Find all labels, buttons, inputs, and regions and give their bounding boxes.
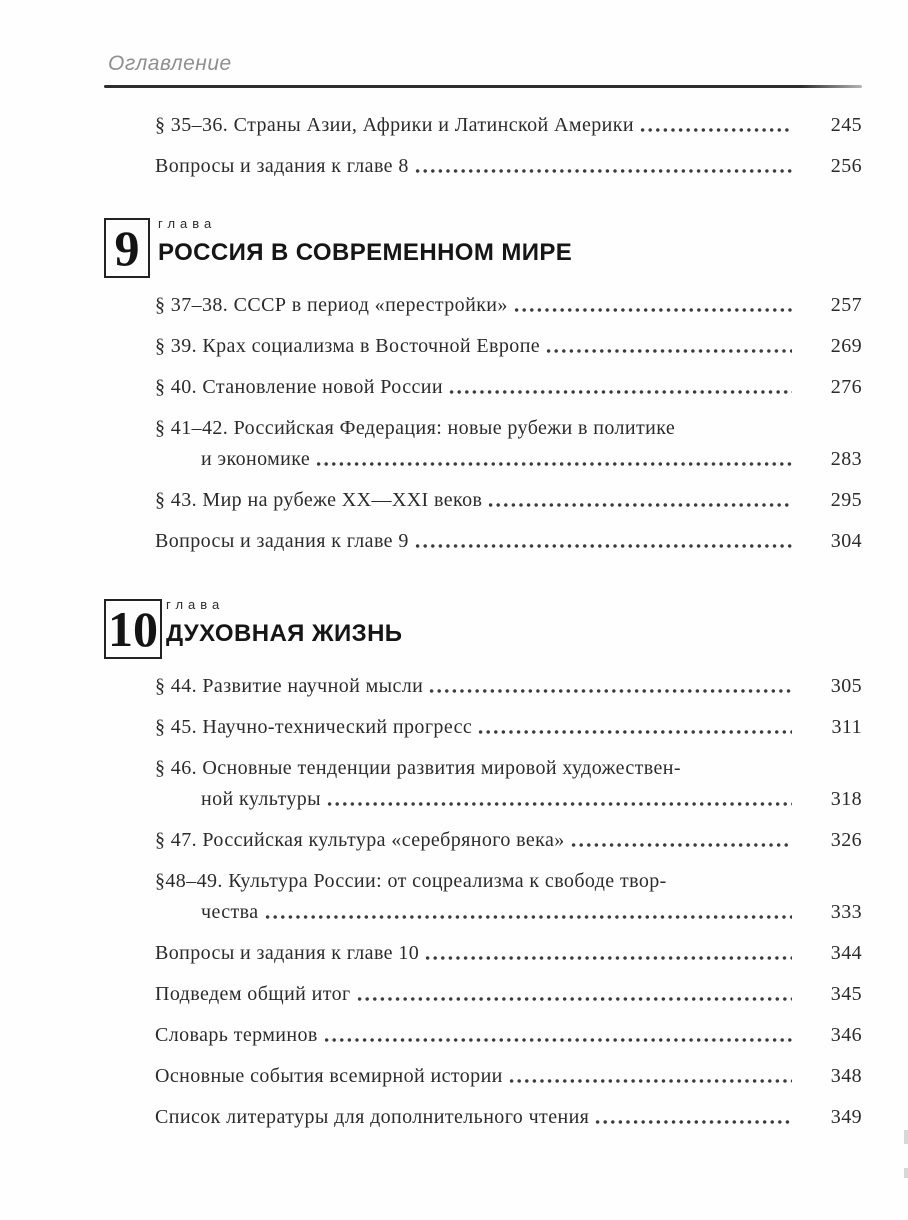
toc-entry — [155, 114, 862, 136]
page-number: 295 — [830, 489, 862, 511]
dot-leader — [265, 914, 792, 920]
page-number: 245 — [830, 114, 862, 136]
toc-entry-continuation-text: ной культуры — [201, 788, 322, 810]
chapter-10-number-box — [104, 599, 162, 659]
toc-entry-text: Словарь терминов — [155, 1024, 318, 1046]
toc-entry-text: Вопросы и задания к главе 10 — [155, 942, 420, 964]
scan-edge-artifact — [904, 1168, 908, 1178]
toc-entry-text: Основные события всемирной истории — [155, 1065, 503, 1087]
toc-entry — [155, 942, 862, 964]
toc-entry — [201, 788, 862, 810]
toc-entry-text: § 40. Становление новой России — [155, 376, 443, 398]
page-number: 304 — [830, 530, 862, 552]
running-header — [104, 52, 862, 88]
dot-leader — [429, 688, 792, 694]
dot-leader — [546, 348, 792, 354]
page-number: 344 — [830, 942, 862, 964]
toc-entry — [155, 1065, 862, 1087]
toc-section-ch10 — [155, 675, 862, 1128]
dot-leader — [357, 996, 792, 1002]
page-number: 345 — [830, 983, 862, 1005]
toc-entry — [201, 448, 862, 470]
toc-entry-text: § 35–36. Страны Азии, Африки и Латинской Америки — [155, 114, 634, 136]
toc-entry-text: § 47. Российская культура «серебряного века» — [155, 829, 565, 851]
toc-entry-text: Подведем общий итог — [155, 983, 351, 1005]
header-rule — [104, 85, 862, 88]
dot-leader — [425, 955, 792, 961]
chapter-title: ДУХОВНАЯ ЖИЗНЬ — [166, 620, 403, 647]
chapter-word-label: глава — [166, 597, 225, 612]
chapter-9-number-box — [104, 218, 150, 278]
dot-leader — [509, 1078, 792, 1084]
page-number: 257 — [830, 294, 862, 316]
dot-leader — [595, 1119, 792, 1125]
toc-entry — [155, 983, 862, 1005]
chapter-number: 10 — [108, 601, 158, 657]
dot-leader — [478, 729, 792, 735]
page-number: 283 — [830, 448, 862, 470]
page-title: Оглавление — [108, 52, 232, 75]
dot-leader — [514, 307, 792, 313]
page-number: 269 — [830, 335, 862, 357]
toc-entry-text: Список литературы для дополнительного чтения — [155, 1106, 590, 1128]
toc-entry — [155, 829, 862, 851]
page-number: 333 — [830, 901, 862, 923]
dot-leader — [449, 389, 792, 395]
toc-entry — [155, 1106, 862, 1128]
page-number: 305 — [830, 675, 862, 697]
page-number: 348 — [830, 1065, 862, 1087]
toc-entry — [155, 675, 862, 697]
chapter-10-heading — [104, 596, 862, 659]
toc-entry — [155, 870, 862, 892]
page-number: 311 — [831, 716, 862, 738]
toc-entry — [155, 489, 862, 511]
page-number: 346 — [830, 1024, 862, 1046]
toc-entry-continuation-text: и экономике — [201, 448, 311, 470]
toc-entry-text: § 41–42. Российская Федерация: новые рубежи в политике — [155, 417, 676, 439]
page-number: 349 — [830, 1106, 862, 1128]
toc-entry — [155, 155, 862, 177]
chapter-9-heading — [104, 215, 862, 278]
toc-entry-text: Вопросы и задания к главе 8 — [155, 155, 409, 177]
dot-leader — [324, 1037, 792, 1043]
toc-entry — [155, 716, 862, 738]
chapter-title: РОССИЯ В СОВРЕМЕННОМ МИРЕ — [158, 239, 573, 266]
toc-entry — [155, 1024, 862, 1046]
toc-entry-text: § 43. Мир на рубеже XX—XXI веков — [155, 489, 483, 511]
dot-leader — [415, 543, 792, 549]
chapter-word-label: глава — [158, 216, 217, 231]
toc-section-ch9 — [155, 294, 862, 552]
toc-entry — [155, 376, 862, 398]
scan-edge-artifact — [904, 1130, 908, 1144]
toc-entry — [155, 294, 862, 316]
toc-section-before-ch9 — [155, 114, 862, 177]
dot-leader — [640, 127, 792, 133]
toc-entry-text: § 37–38. СССР в период «перестройки» — [155, 294, 508, 316]
dot-leader — [571, 842, 792, 848]
chapter-9-heading-text — [158, 215, 572, 267]
toc-entry — [155, 757, 862, 779]
toc-entry — [155, 530, 862, 552]
page-number: 276 — [830, 376, 862, 398]
page-number: 318 — [830, 788, 862, 810]
toc-entry — [201, 901, 862, 923]
chapter-10-heading-text — [166, 596, 402, 648]
toc-entry — [155, 335, 862, 357]
dot-leader — [488, 502, 792, 508]
page-number: 256 — [830, 155, 862, 177]
toc-entry-continuation-text: чества — [201, 901, 259, 923]
dot-leader — [327, 801, 792, 807]
page-number: 326 — [830, 829, 862, 851]
toc-entry-text: § 39. Крах социализма в Восточной Европе — [155, 335, 541, 357]
toc-entry-text: § 44. Развитие научной мысли — [155, 675, 424, 697]
toc-entry — [155, 417, 862, 439]
toc-entry-text: § 45. Научно-технический прогресс — [155, 716, 473, 738]
chapter-number: 9 — [114, 220, 140, 276]
toc-entry-text: Вопросы и задания к главе 9 — [155, 530, 409, 552]
toc-entry-text: §48–49. Культура России: от соцреализма к свободе твор- — [155, 870, 667, 892]
dot-leader — [316, 461, 792, 467]
dot-leader — [415, 168, 792, 174]
toc-entry-text: § 46. Основные тенденции развития мировой художествен- — [155, 757, 681, 779]
